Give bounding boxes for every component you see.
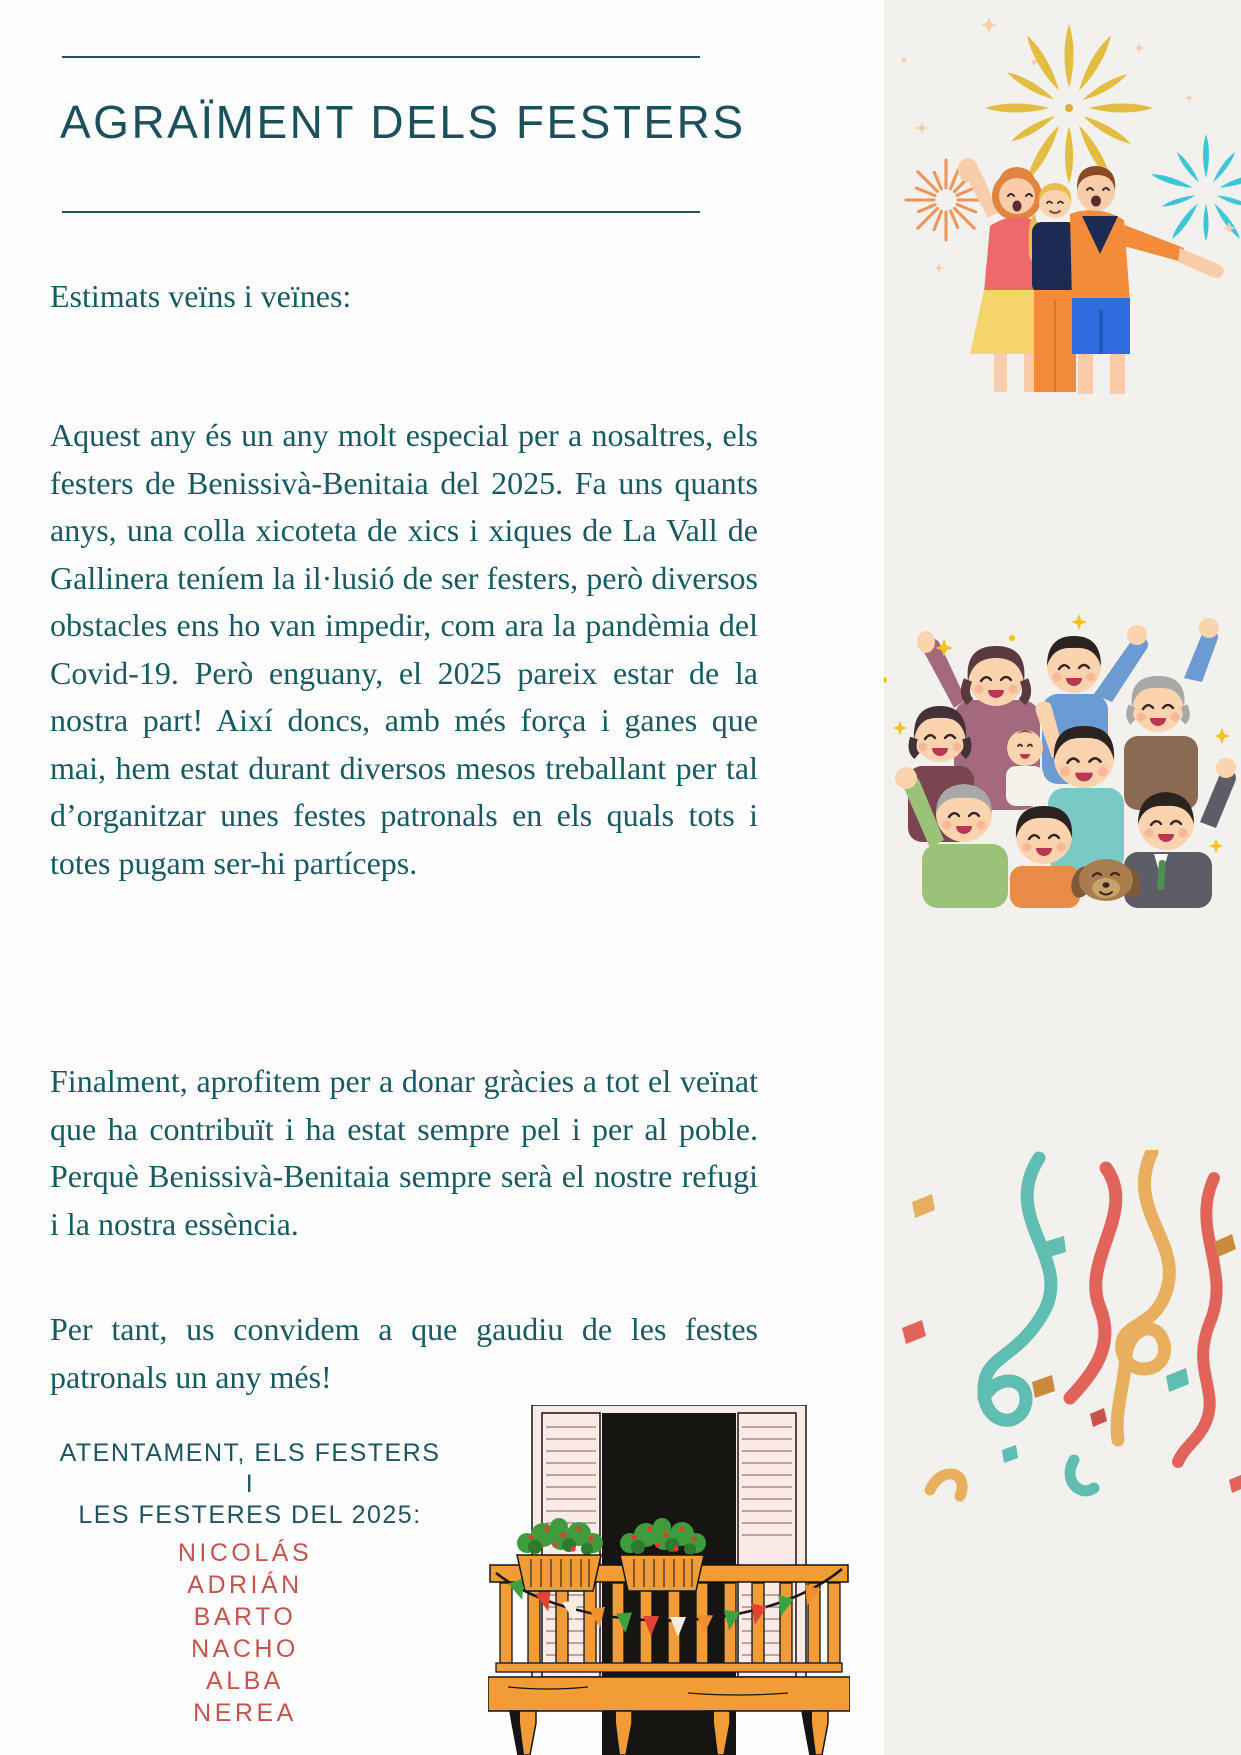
cheering-crowd-illustration bbox=[884, 608, 1241, 908]
signature-line-2: LES FESTERES DEL 2025: bbox=[78, 1501, 422, 1529]
fester-name: ADRIÁN bbox=[187, 1571, 303, 1599]
gold-curl bbox=[930, 1474, 962, 1496]
decorative-sidebar bbox=[884, 0, 1241, 1755]
fester-name: NACHO bbox=[191, 1635, 299, 1663]
paragraph-invitation: Per tant, us convidem a que gaudiu de les festes patronals un any més! bbox=[50, 1311, 758, 1395]
man-figure bbox=[1070, 166, 1224, 394]
gold-firework-icon bbox=[985, 24, 1153, 184]
paragraph-main: Aquest any és un any molt especial per a nosaltres, els festers de Benissivà-Benitaia del 2025. Fa uns quants anys, una colla xicoteta de xics i xiques de La Vall de Gallinera teníem la il·lusió de ser festers, però diversos obstacles ens ho van impedir, com ara la pandèmia del Covid-19. Però enguany, el 2025 pareix estar de la nostra part! Així doncs, amb més força i ganes que mai, hem estat durant diversos mesos treballant per tal d’organitzar unes festes patronals en els quals tots i totes pugam ser-hi partíceps. bbox=[50, 417, 758, 881]
paragraph-thanks: Finalment, aprofitem per a donar gràcies a tot el veïnat que ha contribuït i ha estat sempre pel i per al poble. Perquè Benissivà-Benitaia sempre serà el nostre refugi i la nostra essència. bbox=[50, 1063, 758, 1242]
signature-heading bbox=[55, 1438, 445, 1531]
salutation: Estimats veïns i veïnes: bbox=[50, 278, 352, 314]
fester-name: NEREA bbox=[193, 1699, 297, 1727]
confetti-streamers-illustration bbox=[884, 1150, 1241, 1525]
page-title: AGRAÏMENT DELS FESTERS bbox=[60, 96, 746, 148]
fester-name: ALBA bbox=[206, 1667, 284, 1695]
title-top-rule bbox=[62, 56, 700, 58]
fester-name: NICOLÁS bbox=[177, 1539, 313, 1567]
festive-balcony-illustration bbox=[488, 1405, 850, 1755]
red-streamer bbox=[1070, 1168, 1116, 1398]
friends-fireworks-illustration bbox=[884, 0, 1241, 395]
festers-names-list bbox=[55, 1537, 435, 1729]
red-streamer-right bbox=[1178, 1178, 1217, 1462]
signature-line-1: ATENTAMENT, ELS FESTERS I bbox=[59, 1439, 441, 1498]
teal-curl bbox=[1070, 1460, 1094, 1491]
fester-name: BARTO bbox=[193, 1603, 297, 1631]
title-bottom-rule bbox=[62, 211, 700, 213]
balcony-base bbox=[488, 1677, 850, 1755]
gold-streamer bbox=[1117, 1152, 1169, 1440]
teal-firework-icon bbox=[1150, 134, 1241, 241]
